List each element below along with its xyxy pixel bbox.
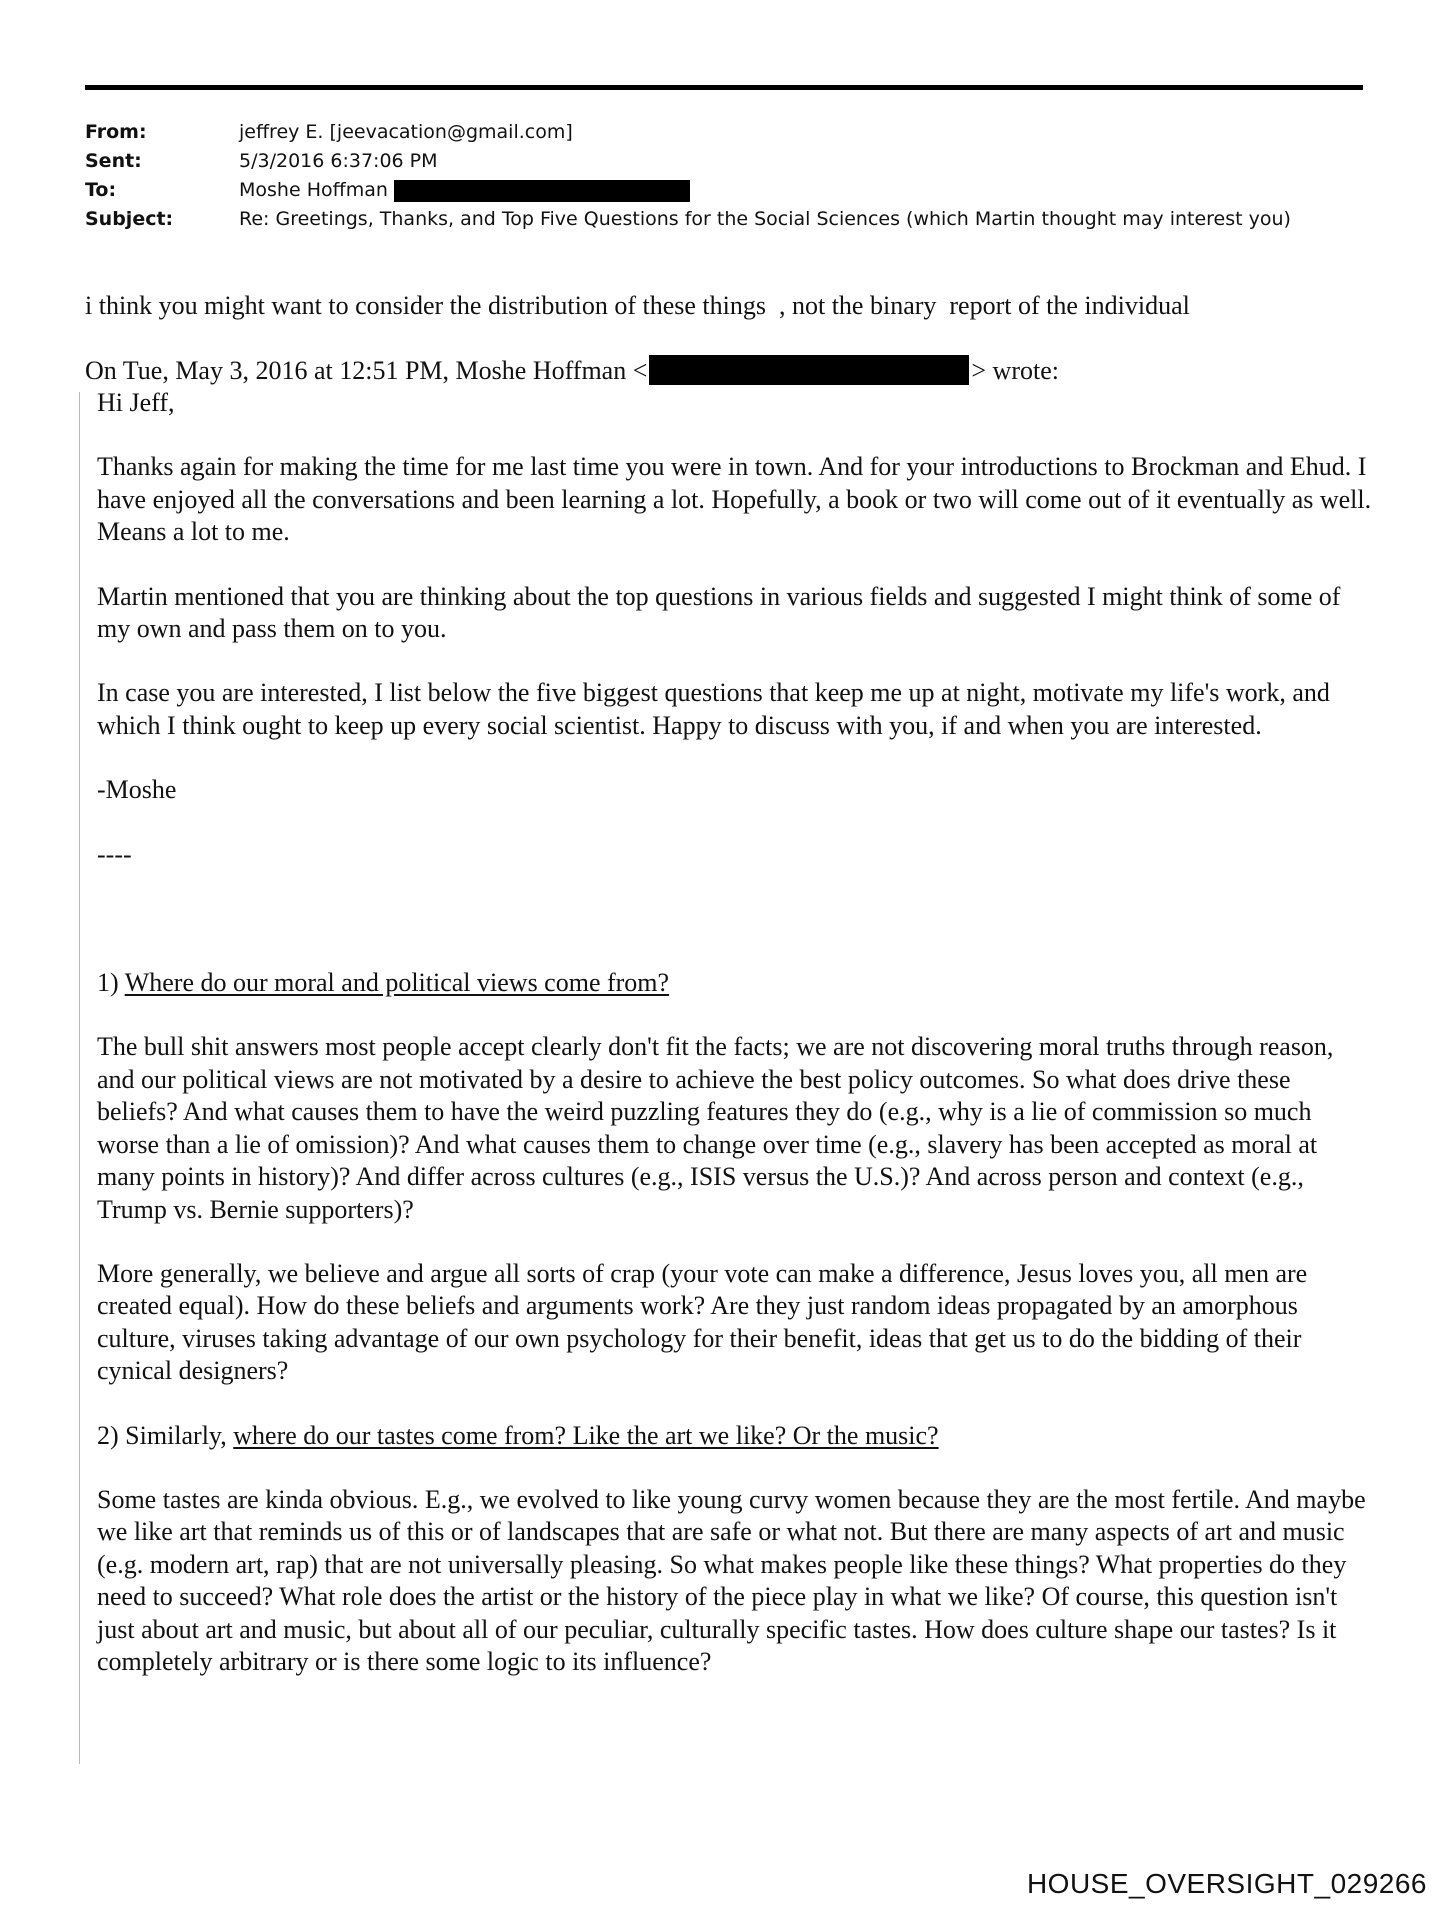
to-value-wrap (239, 176, 690, 205)
question-number: 1) (97, 968, 125, 998)
header-divider (85, 85, 1363, 90)
paragraph: Some tastes are kinda obvious. E.g., we evolved to like young curvy women because they are the most fertile. And maybe we like art that reminds us of this or of landscapes that are safe or what not. But there are many aspects of art and music (e.g. modern art, rap) that are not universally pleasing. So what makes people like these things? What properties do they need to succeed? What role does the artist or the history of the piece play in what we like? Of course, this question isn't just about art and music, but about all of our peculiar, culturally specific tastes. How does culture shape our tastes? Is it completely arbitrary or is there some logic to its influence? (97, 1484, 1366, 1676)
email-header (85, 118, 1291, 234)
paragraph: In case you are interested, I list below the five biggest questions that keep me up at night, motivate my life's work, and which I think ought to keep up every social scientist. Happy to discuss with you, if and when you are interested. (97, 678, 1330, 740)
reply-text: i think you might want to consider the distribution of these things , not the binary report of the individual (85, 291, 1190, 320)
separator: ---- (97, 839, 132, 869)
quote-bar (79, 392, 80, 1764)
redaction-bar (649, 355, 969, 385)
sent-value: 5/3/2016 6:37:06 PM (239, 150, 438, 172)
quote-attribution-suffix: > wrote: (971, 356, 1059, 385)
to-label: To: (85, 179, 117, 201)
to-row (85, 176, 1291, 205)
spacer (97, 903, 1372, 967)
question-title: Where do our moral and political views come from? (124, 968, 670, 998)
question-1-heading (97, 967, 1372, 999)
quote-attribution (85, 355, 1059, 387)
question-2-heading (97, 1420, 1372, 1452)
paragraph: More generally, we believe and argue all sorts of crap (your vote can make a difference, Jesus loves you, all men are created equal). How do these beliefs and arguments work? Are they just random ideas propagated by an amorphous culture, viruses taking advantage of our own psychology for their benefit, ideas that get us to do the bidding of their cynical designers? (97, 1258, 1308, 1386)
redaction-bar (394, 180, 690, 202)
from-value: jeffrey E. [jeevacation@gmail.com] (239, 121, 573, 143)
paragraph: Thanks again for making the time for me last time you were in town. And for your introductions to Brockman and Ehud. I have enjoyed all the conversations and been learning a lot. Hopefully, a book or two will come out of it eventually as well. Means a lot to me. (97, 452, 1372, 547)
quote-attribution-prefix: On Tue, May 3, 2016 at 12:51 PM, Moshe Hoffman < (85, 356, 648, 385)
to-value: Moshe Hoffman (239, 179, 388, 201)
from-row (85, 118, 1291, 147)
subject-label: Subject: (85, 208, 174, 230)
question-number: 2) Similarly, (97, 1420, 234, 1450)
signoff: -Moshe (97, 775, 177, 805)
question-title: where do our tastes come from? Like the art we like? Or the music? (233, 1420, 939, 1450)
bates-number: HOUSE_OVERSIGHT_029266 (1026, 1868, 1427, 1899)
subject-value: Re: Greetings, Thanks, and Top Five Questions for the Social Sciences (which Martin thought may interest you) (239, 208, 1291, 230)
greeting: Hi Jeff, (97, 388, 175, 417)
sent-row (85, 147, 1291, 176)
paragraph: Martin mentioned that you are thinking about the top questions in various fields and suggested I might think of some of my own and pass them on to you. (97, 581, 1341, 644)
quoted-message (97, 387, 1372, 1710)
subject-row (85, 205, 1291, 234)
sent-label: Sent: (85, 150, 142, 172)
from-label: From: (85, 121, 147, 143)
paragraph: The bull shit answers most people accept clearly don't fit the facts; we are not discovering moral truths through reason, and our political views are not motivated by a desire to achieve the best policy outcomes. So what does drive these beliefs? And what causes them to have the weird puzzling features they do (e.g., why is a lie of commission so much worse than a lie of omission)? And what causes them to change over time (e.g., slavery has been accepted as moral at many points in history)? And differ across cultures (e.g., ISIS versus the U.S.)? And across person and context (e.g., Trump vs. Bernie supporters)? (97, 1032, 1334, 1224)
